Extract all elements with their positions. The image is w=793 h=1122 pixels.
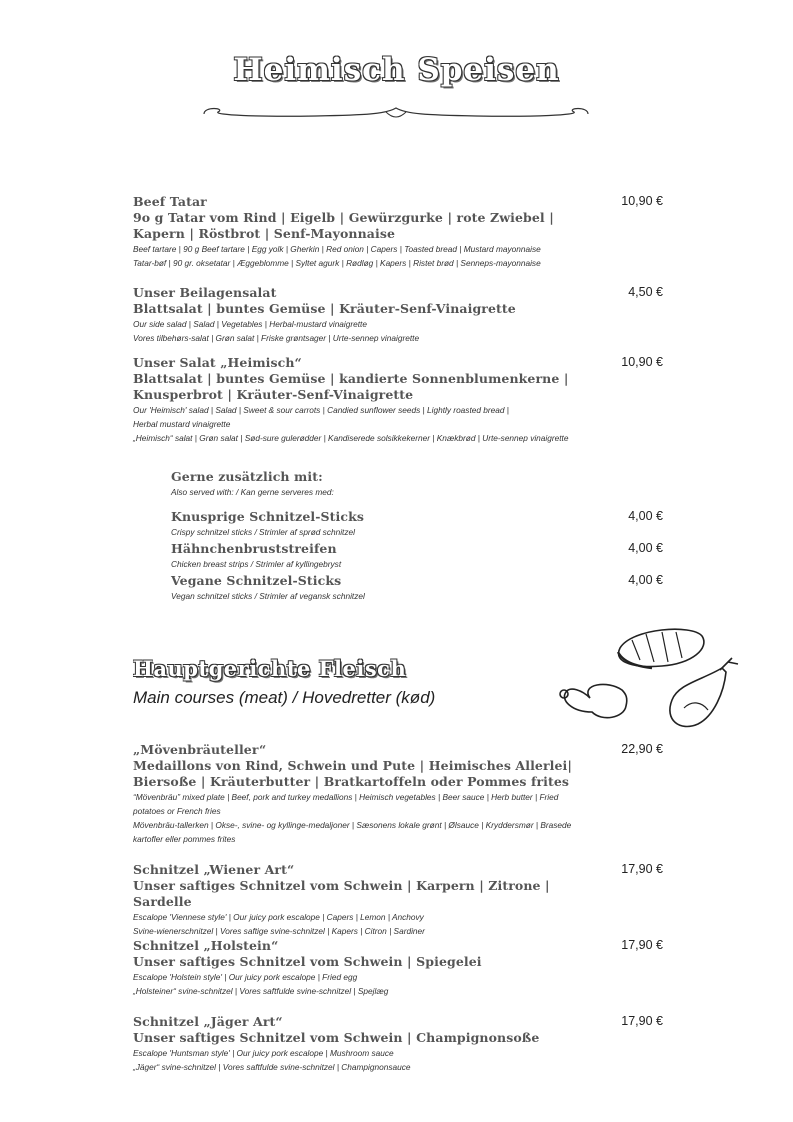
extras-subtitle: Also served with: / Kan gerne serveres med: [171, 487, 334, 497]
item-desc-da: „Jäger“ svine-schnitzel | Vores saftfulde svine-schnitzel | Champignonsauce [133, 1062, 411, 1072]
item-desc-da: Mövenbräu-tallerken | Okse-, svine- og kyllinge-medaljoner | Sæsonens lokale grønt | Ølsauce | Kryddersmør | Brasede kartofler eller pommes frites [133, 820, 572, 844]
item-price: 4,00 € [628, 573, 663, 587]
item-name: Hähnchenbruststreifen [171, 541, 337, 556]
menu-item-moevenbraeuteller [133, 742, 663, 846]
item-price: 10,90 € [621, 355, 663, 369]
extra-item-haehnchenbrust [171, 541, 663, 571]
item-price: 4,00 € [628, 509, 663, 523]
item-name: Unser Beilagensalat Blattsalat | buntes Gemüse | Kräuter-Senf-Vinaigrette [133, 285, 516, 316]
item-price: 17,90 € [621, 938, 663, 952]
item-desc-da: Tatar-bøf | 90 gr. oksetatar | Æggeblomme | Syltet agurk | Rødløg | Kapers | Ristet brød | Senneps-mayonnaise [133, 258, 541, 268]
item-price: 17,90 € [621, 862, 663, 876]
item-name: Knusprige Schnitzel-Sticks [171, 509, 364, 524]
menu-item-schnitzel-jaeger [133, 1014, 663, 1074]
extra-item-vegane-sticks [171, 573, 663, 603]
item-name: Beef Tatar 9o g Tatar vom Rind | Eigelb | Gewürzgurke | rote Zwiebel | Kapern | Röstbrot | Senf-Mayonnaise [133, 194, 554, 241]
item-desc-en: Beef tartare | 90 g Beef tartare | Egg yolk | Gherkin | Red onion | Capers | Toasted bread | Mustard mayonnaise [133, 244, 541, 254]
menu-item-salat-heimisch [133, 355, 663, 445]
item-desc-da: „Holsteiner“ svine-schnitzel | Vores saftfulde svine-schnitzel | Spejlæg [133, 986, 389, 996]
section-title-mains: Hauptgerichte Fleisch [133, 656, 407, 681]
item-desc: Chicken breast strips / Strimler af kyllingebryst [171, 559, 342, 569]
item-desc-en: Escalope 'Holstein style' | Our juicy pork escalope | Fried egg [133, 972, 358, 982]
extras-header [171, 469, 663, 499]
item-price: 10,90 € [621, 194, 663, 208]
item-price: 4,50 € [628, 285, 663, 299]
item-desc-da: Vores tilbehørs-salat | Grøn salat | Friske grøntsager | Urte-sennep vinaigrette [133, 333, 420, 343]
item-name: Schnitzel „Holstein“ Unser saftiges Schnitzel vom Schwein | Spiegelei [133, 938, 482, 969]
item-desc-da: „Heimisch“ salat | Grøn salat | Sød-sure gulerødder | Kandiserede solsikkekerner | Knækbrød | Urte-sennep vinaigrette [133, 433, 569, 443]
menu-item-beef-tatar [133, 194, 663, 270]
item-price: 17,90 € [621, 1014, 663, 1028]
meat-sketch-icon [552, 620, 752, 740]
menu-item-beilagensalat [133, 285, 663, 345]
item-desc-en: Escalope 'Huntsman style' | Our juicy pork escalope | Mushroom sauce [133, 1048, 394, 1058]
item-name: Unser Salat „Heimisch“ Blattsalat | buntes Gemüse | kandierte Sonnenblumenkerne | Knusperbrot | Kräuter-Senf-Vinaigrette [133, 355, 569, 402]
page-title: Heimisch Speisen [233, 52, 560, 88]
extras-title: Gerne zusätzlich mit: [171, 469, 323, 484]
extra-item-schnitzel-sticks [171, 509, 663, 539]
item-desc-da: Svine-wienerschnitzel | Vores saftige svine-schnitzel | Kapers | Citron | Sardiner [133, 926, 425, 936]
menu-item-schnitzel-holstein [133, 938, 663, 998]
item-desc: Crispy schnitzel sticks / Strimler af sprød schnitzel [171, 527, 355, 537]
item-desc-en: Our side salad | Salad | Vegetables | Herbal-mustard vinaigrette [133, 319, 367, 329]
item-desc-en: “Mövenbräu” mixed plate | Beef, pork and turkey medallions | Heimisch vegetables | Beer sauce | Herb butter | Fried potatoes or French fries [133, 792, 559, 816]
item-price: 4,00 € [628, 541, 663, 555]
item-price: 22,90 € [621, 742, 663, 756]
item-name: „Mövenbräuteller“ Medaillons von Rind, Schwein und Pute | Heimisches Allerlei| Biersoße | Kräuterbutter | Bratkartoffeln oder Pommes frites [133, 742, 573, 789]
section-subtitle-mains: Main courses (meat) / Hovedretter (kød) [133, 688, 436, 707]
flourish-divider-icon [196, 100, 596, 122]
menu-item-schnitzel-wiener [133, 862, 663, 938]
item-name: Schnitzel „Wiener Art“ Unser saftiges Schnitzel vom Schwein | Karpern | Zitrone | Sardelle [133, 862, 550, 909]
item-desc-en: Our 'Heimisch' salad | Salad | Sweet & sour carrots | Candied sunflower seeds | Lightly roasted bread | Herbal mustard vinaigrette [133, 405, 509, 429]
item-desc: Vegan schnitzel sticks / Strimler af vegansk schnitzel [171, 591, 365, 601]
item-name: Vegane Schnitzel-Sticks [171, 573, 342, 588]
item-name: Schnitzel „Jäger Art“ Unser saftiges Schnitzel vom Schwein | Champignonsoße [133, 1014, 540, 1045]
item-desc-en: Escalope 'Viennese style' | Our juicy pork escalope | Capers | Lemon | Anchovy [133, 912, 424, 922]
